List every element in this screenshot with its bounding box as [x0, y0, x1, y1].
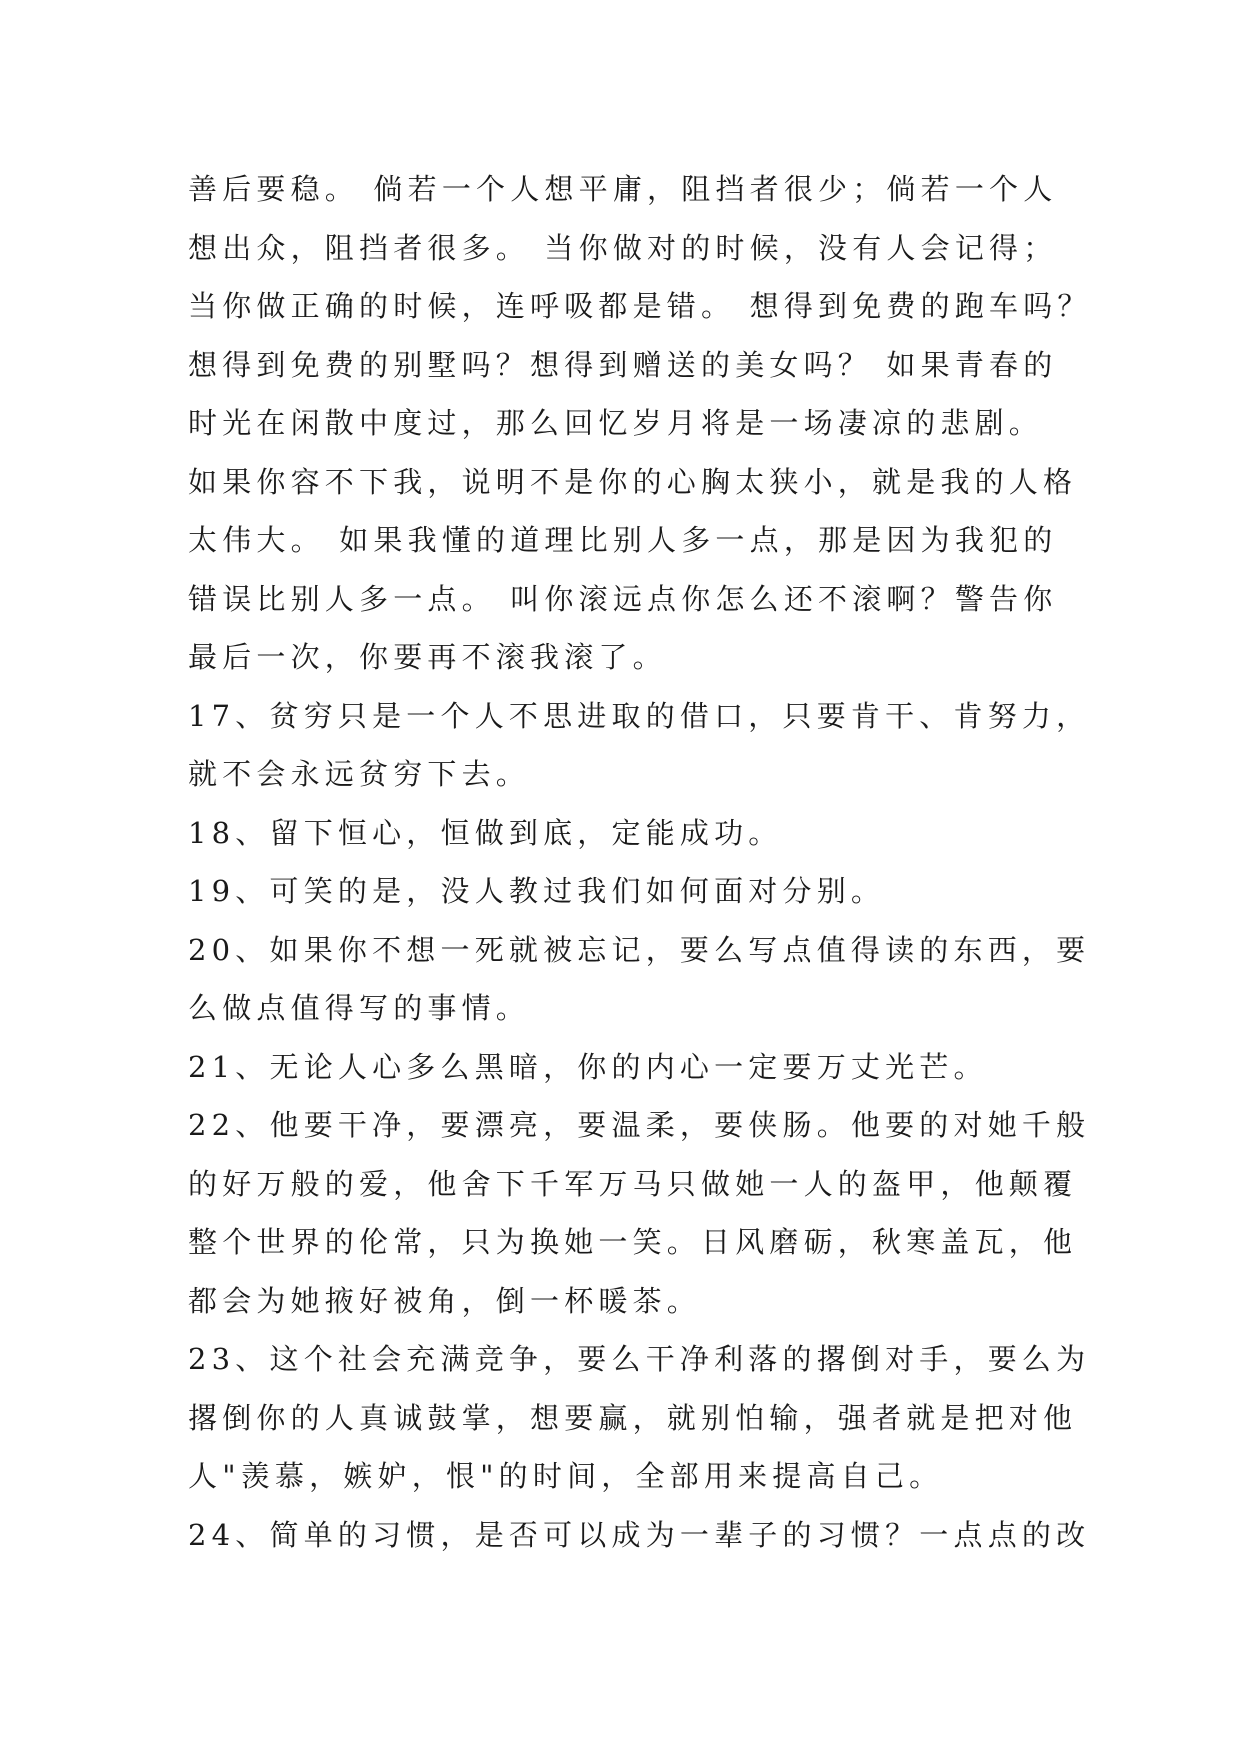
text-line: 的好万般的爱，他舍下千军万马只做她一人的盔甲，他颠覆	[188, 1166, 1078, 1201]
list-item-24: 24、简单的习惯，是否可以成为一辈子的习惯？一点点的改	[188, 1517, 1091, 1552]
text-line: 么做点值得写的事情。	[188, 991, 531, 1025]
text-line: 最后一次，你要再不滚我滚了。	[188, 640, 667, 674]
text-line: 都会为她掖好被角，倒一杯暖茶。	[188, 1283, 702, 1318]
text-line: 时光在闲散中度过，那么回忆岁月将是一场凄凉的悲剧。	[188, 406, 1044, 440]
list-item-23: 23、这个社会充满竞争，要么干净利落的撂倒对手，要么为	[188, 1342, 1091, 1376]
text-line: 错误比别人多一点。 叫你滚远点你怎么还不滚啊？警告你	[188, 581, 1058, 616]
list-item-21: 21、无论人心多么黑暗，你的内心一定要万丈光芒。	[188, 1049, 988, 1084]
text-line: 善后要稳。 倘若一个人想平庸，阻挡者很少；倘若一个人	[188, 172, 1058, 206]
text-line: 如果你容不下我，说明不是你的心胸太狭小，就是我的人格	[188, 464, 1078, 499]
list-item-18: 18、留下恒心，恒做到底，定能成功。	[188, 815, 783, 850]
text-line: 整个世界的伦常，只为换她一笑。日风磨砺，秋寒盖瓦，他	[188, 1225, 1078, 1259]
text-line: 想出众，阻挡者很多。 当你做对的时候，没有人会记得；	[188, 230, 1058, 265]
list-item-22: 22、他要干净，要漂亮，要温柔，要侠肠。他要的对她千般	[188, 1108, 1091, 1142]
text-line: 想得到免费的别墅吗？想得到赠送的美女吗？ 如果青春的	[188, 347, 1058, 382]
list-item-19: 19、可笑的是，没人教过我们如何面对分别。	[188, 874, 886, 908]
text-line: 人"羡慕，嫉妒，恨"的时间，全部用来提高自己。	[188, 1459, 944, 1493]
text-line: 太伟大。 如果我懂的道理比别人多一点，那是因为我犯的	[188, 523, 1058, 557]
document-body	[188, 160, 1092, 1564]
text-line: 当你做正确的时候，连呼吸都是错。 想得到免费的跑车吗？	[188, 289, 1092, 323]
list-item-20: 20、如果你不想一死就被忘记，要么写点值得读的东西，要	[188, 932, 1091, 967]
list-item-17: 17、贫穷只是一个人不思进取的借口，只要肯干、肯努力，	[188, 698, 1091, 733]
text-line: 就不会永远贫穷下去。	[188, 757, 531, 791]
text-line: 撂倒你的人真诚鼓掌，想要赢，就别怕输，强者就是把对他	[188, 1400, 1078, 1435]
